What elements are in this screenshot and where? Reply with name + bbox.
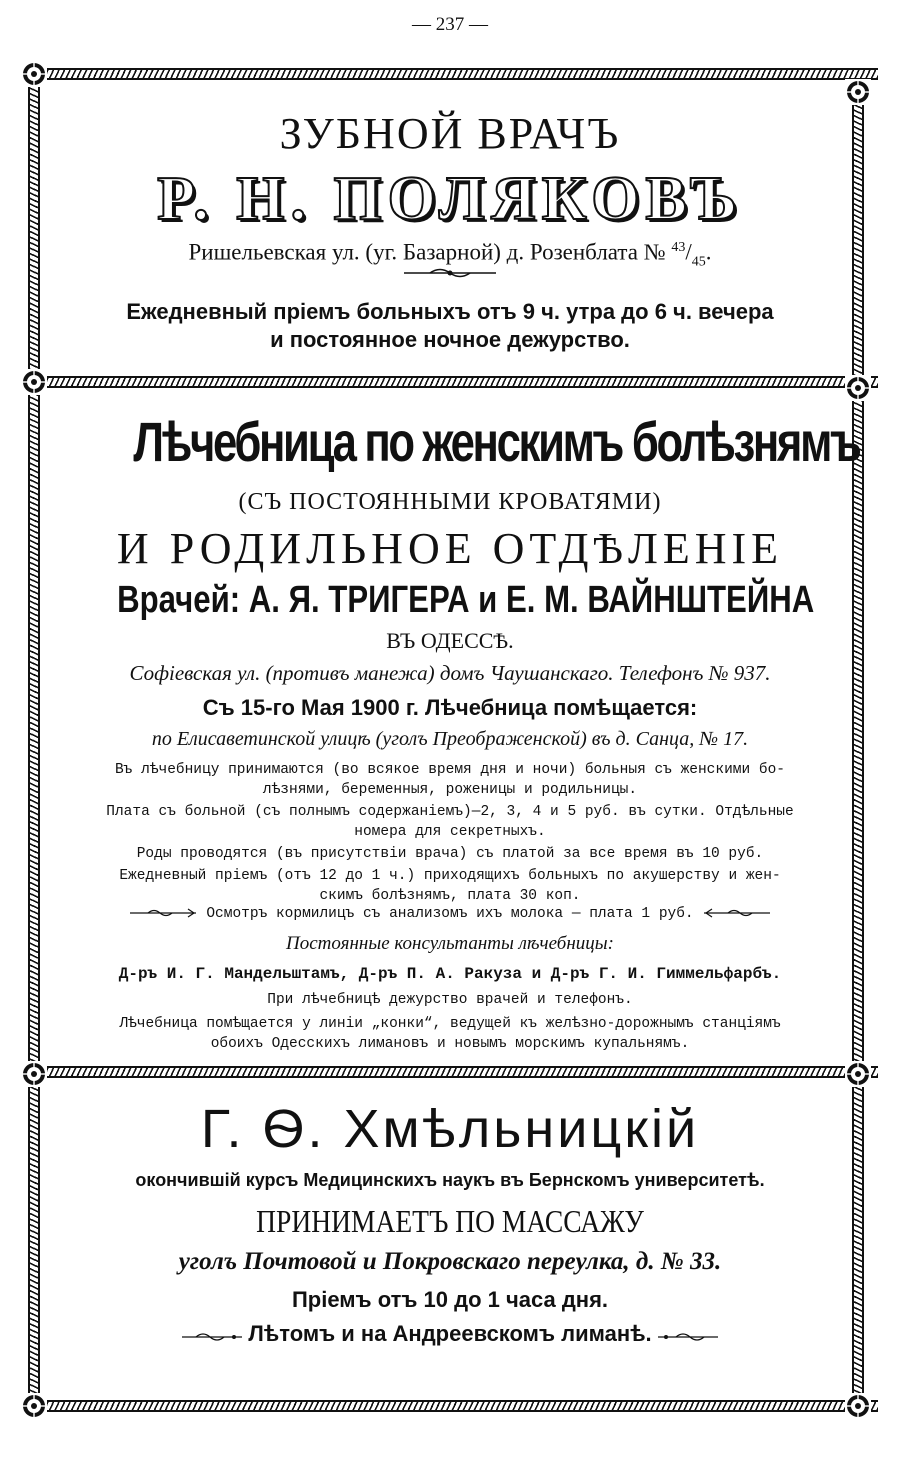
ad3-education: окончившій курсъ Медицинскихъ наукъ въ Бернскомъ университетѣ. <box>135 1170 765 1190</box>
ad2-p4-line2: скимъ болѣзнямъ, плата 30 коп. <box>319 888 581 904</box>
rosette-ornament-icon <box>21 369 47 395</box>
ad2-subtitle: (СЪ ПОСТОЯННЫМИ КРОВАТЯМИ) <box>238 489 662 515</box>
ad3-summer: Лѣтомъ и на Андреевскомъ лиманѣ. <box>248 1321 652 1346</box>
ad2-p3: Роды проводятся (въ присутствіи врача) съ платой за все время въ 10 руб. <box>136 846 764 862</box>
flourish-divider-icon <box>656 1330 720 1344</box>
ad2-doctors: Врачей: А. Я. ТРИГЕРА и Е. М. ВАЙНШТЕЙНА <box>117 579 815 621</box>
ad2-location: Софіевская ул. (противъ манежа) домъ Чаушанскаго. Телефонъ № 937. <box>129 661 771 685</box>
ad2-duty: При лѣчебницѣ дежурство врачей и телефонъ. <box>267 992 633 1008</box>
ad3-hours: Пріемъ отъ 10 до 1 часа дня. <box>291 1287 609 1312</box>
ad1-hours-line2: и постоянное ночное дежурство. <box>270 327 630 352</box>
border-bottom <box>36 1400 878 1412</box>
ad2-p6-line1: Лѣчебница помѣщается у линіи „конки“, ведущей къ желѣзно-дорожнымъ станціямъ <box>119 1016 781 1032</box>
ad1-hours-line1: Ежедневный пріемъ больныхъ отъ 9 ч. утра до 6 ч. вечера <box>126 299 774 324</box>
border-divider-1 <box>36 376 878 388</box>
ad2-move-notice: Съ 15-го Мая 1900 г. Лѣчебница помѣщается: <box>202 695 698 720</box>
border-divider-2 <box>36 1066 878 1078</box>
border-top <box>36 68 878 80</box>
ad2-title: Лѣчебница по женскимъ болѣзнямъ <box>133 410 860 473</box>
ad3-name: Г. Ѳ. Хмѣльницкій <box>200 1099 700 1159</box>
border-left <box>28 80 40 1402</box>
ad2-p5: Осмотръ кормилицъ съ анализомъ ихъ молока — плата 1 руб. <box>206 906 694 922</box>
ad2-p1-line2: лѣзнями, беременныя, роженицы и родильницы. <box>262 782 638 798</box>
flourish-divider-icon <box>400 266 500 280</box>
rosette-ornament-icon <box>21 1393 47 1419</box>
ad2-consultants: Д-ръ И. Г. Мандельштамъ, Д-ръ П. А. Ракуза и Д-ръ Г. И. Гиммельфарбъ. <box>118 965 782 983</box>
flourish-divider-icon <box>180 1330 244 1344</box>
rosette-ornament-icon <box>845 1393 871 1419</box>
ad2-consultants-heading: Постоянные консультанты лѣчебницы: <box>286 933 614 954</box>
ad1-name: Р. Н. ПОЛЯКОВЪ <box>157 165 743 233</box>
ad1-heading: ЗУБНОЙ ВРАЧЪ <box>279 109 621 158</box>
page-number: — 237 — <box>412 14 488 35</box>
ad3-summer-row <box>44 1320 856 1348</box>
ad2-city: ВЪ ОДЕССѢ. <box>386 628 514 653</box>
ad2-p2-line1: Плата съ больной (съ полнымъ содержаніемъ)—2, 3, 4 и 5 руб. въ сутки. Отдѣльные <box>106 804 794 820</box>
ad2-p5-row <box>44 904 856 924</box>
flourish-divider-icon <box>128 907 198 919</box>
ad2-new-address: по Елисаветинской улицѣ (уголъ Преображенской) въ д. Санца, № 17. <box>151 728 749 750</box>
rosette-ornament-icon <box>21 1061 47 1087</box>
ad3-address: уголъ Почтовой и Покровскаго переулка, д. № 33. <box>178 1248 722 1275</box>
ad1-address-text: Ришельевская ул. (уг. Базарной) д. Розенблата № <box>188 239 666 265</box>
ad3-service: ПРИНИМАЕТЪ ПО МАССАЖУ <box>256 1203 644 1239</box>
rosette-ornament-icon <box>845 79 871 105</box>
flourish-divider-icon <box>702 907 772 919</box>
rosette-ornament-icon <box>21 61 47 87</box>
ad2-p2-line2: номера для секретныхъ. <box>354 824 546 840</box>
ad1-address-num: 43 <box>671 240 686 255</box>
ad1-address-den: 45 <box>691 254 706 270</box>
ad2-p6-line2: обоихъ Одесскихъ лимановъ и новымъ морскимъ купальнямъ. <box>210 1036 690 1052</box>
ad1-address: Ришельевская ул. (уг. Базарной) д. Розенблата № $^{43}/_{45}$. <box>188 239 712 270</box>
rosette-ornament-icon <box>845 1061 871 1087</box>
ad2-dept: И РОДИЛЬНОЕ ОТДѢЛЕНІЕ <box>116 524 784 573</box>
ad2-p1-line1: Въ лѣчебницу принимаются (во всякое время дня и ночи) больныя съ женскими бо- <box>114 762 785 778</box>
ad2-p4-line1: Ежедневный пріемъ (отъ 12 до 1 ч.) приходящихъ больныхъ по акушерству и жен- <box>119 868 781 884</box>
rosette-ornament-icon <box>845 375 871 401</box>
